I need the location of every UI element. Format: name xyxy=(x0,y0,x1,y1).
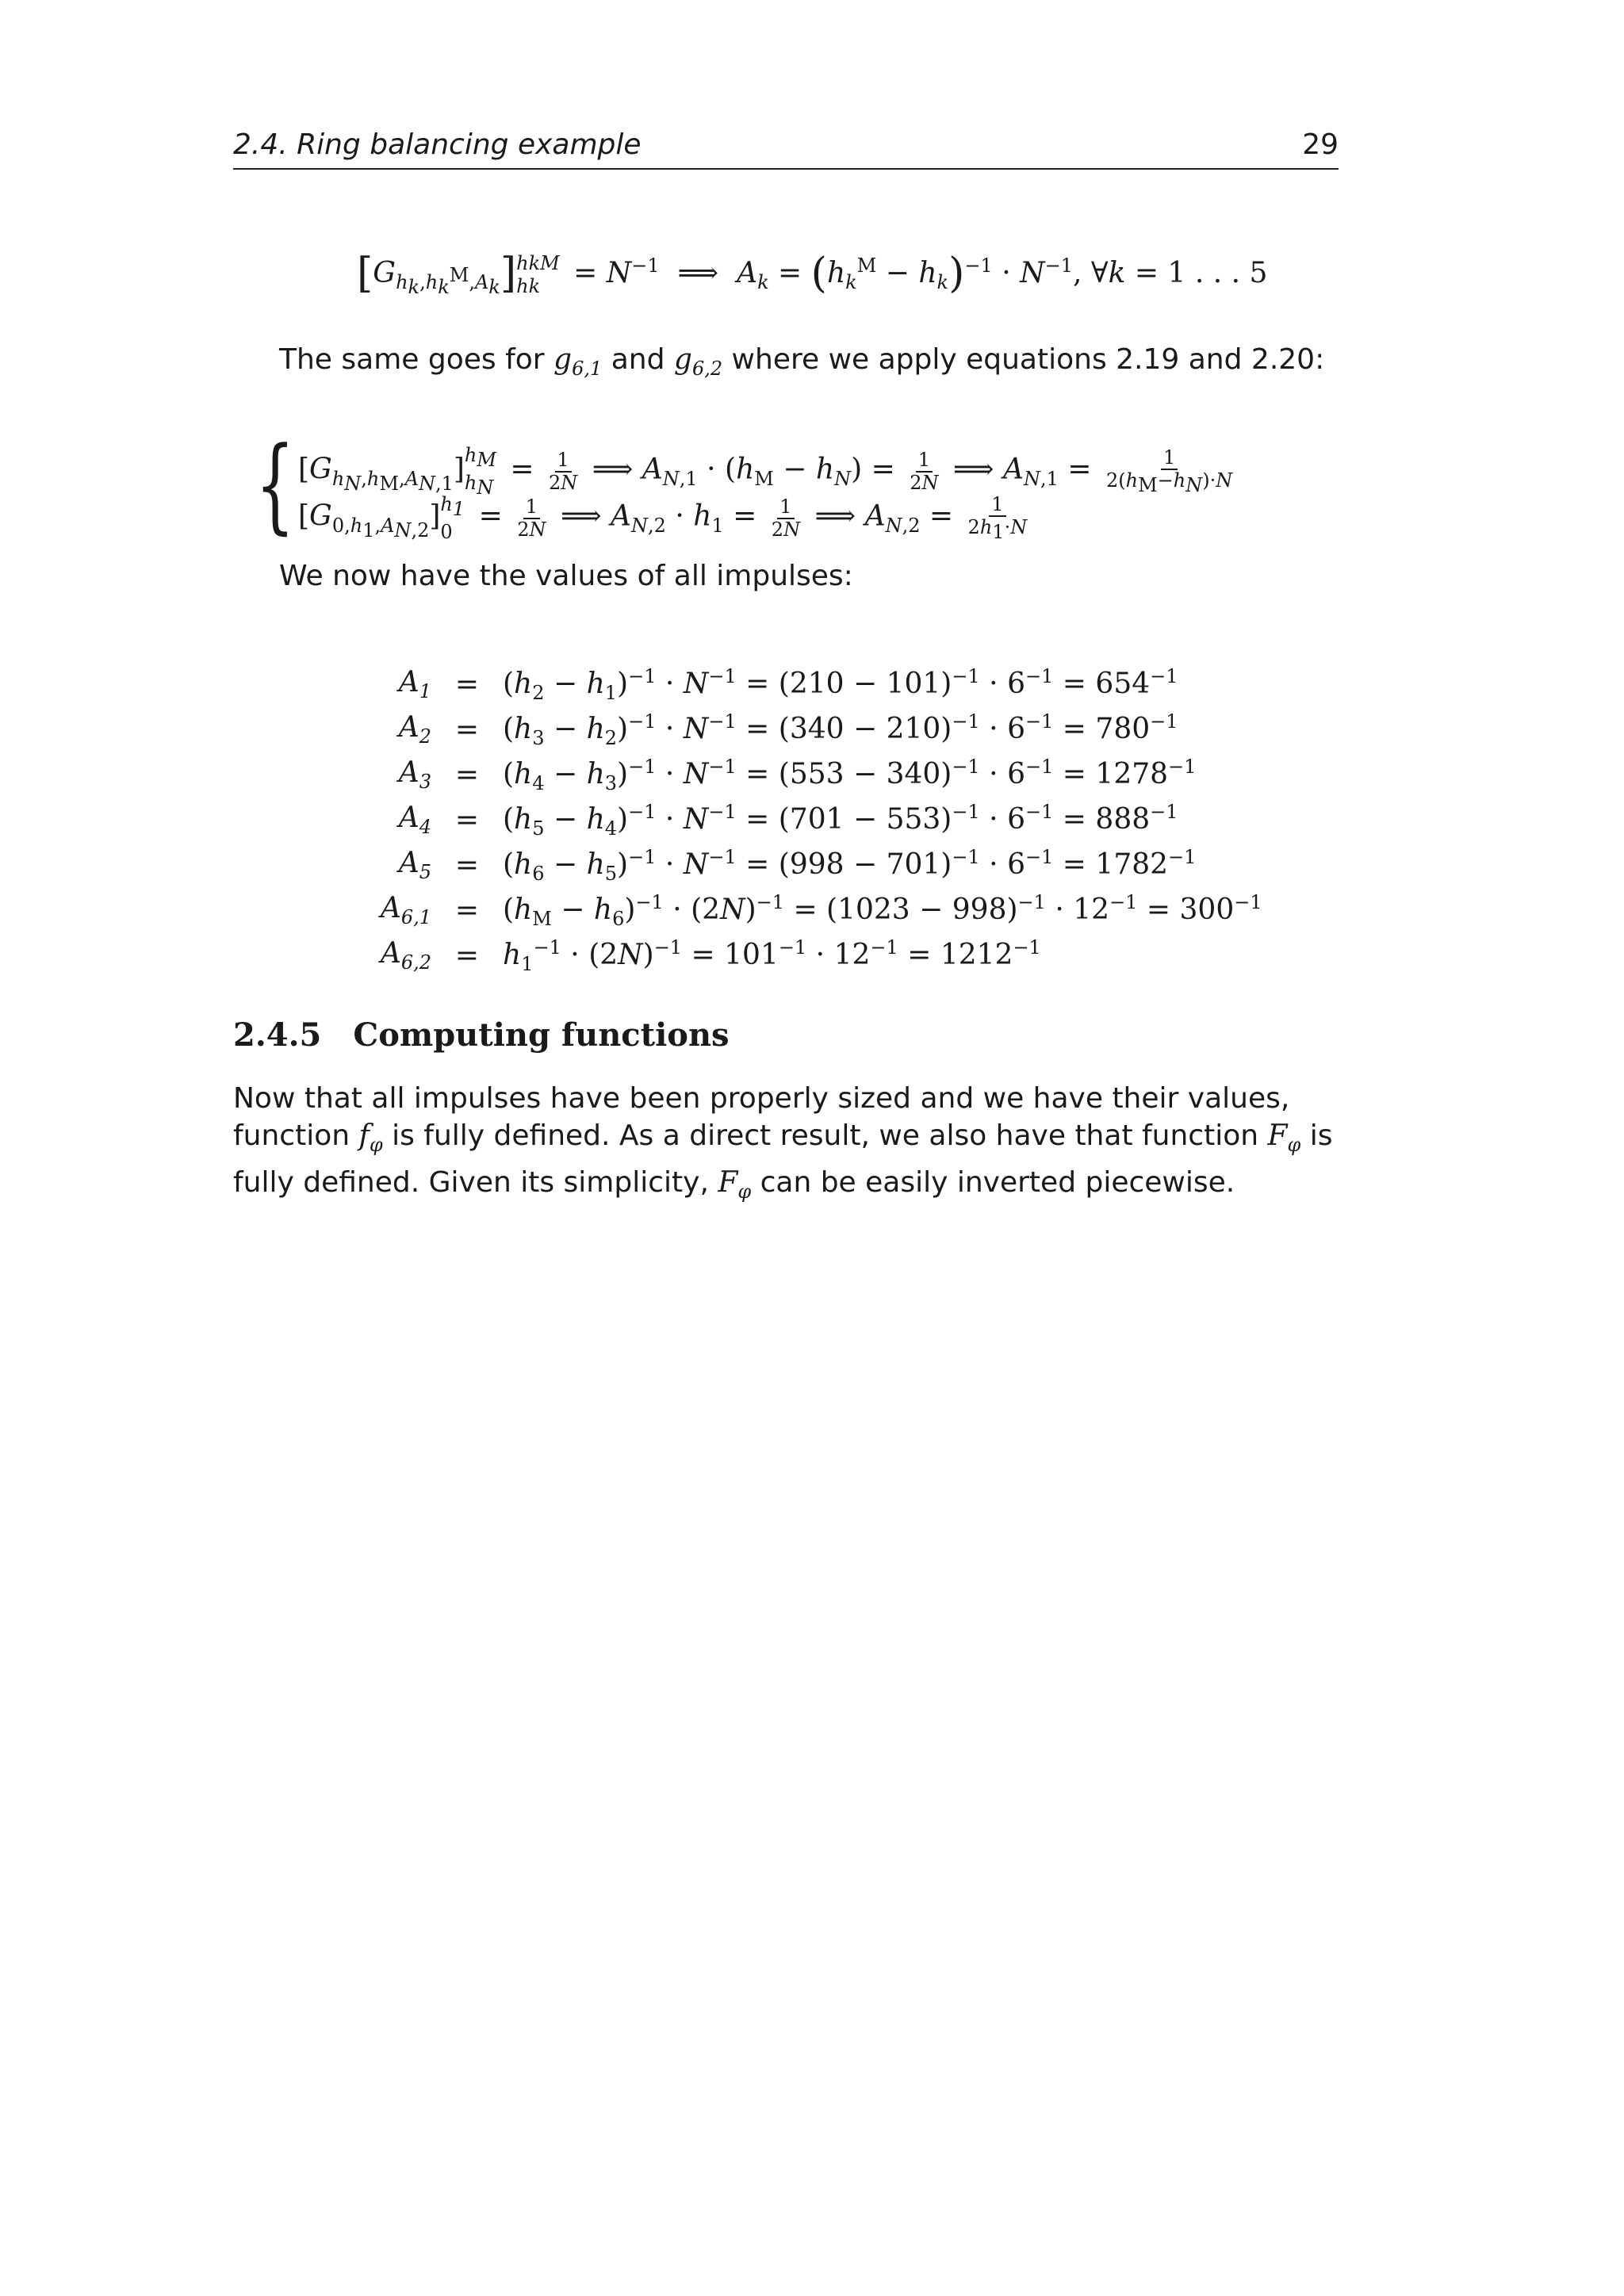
impulse-lhs: $A_{6,2}$ xyxy=(380,937,431,974)
impulse-lhs: $A_2$ xyxy=(398,711,431,748)
impulse-relation: = xyxy=(454,668,480,701)
var-F-phi: $F_\varphi$ xyxy=(1267,1119,1301,1157)
impulse-rhs: $(h_2 - h_1)^{-1} \cdot N^{-1} = (210 - 101)^{-1} \cdot 6^{-1} = 654^{-1}$ xyxy=(503,664,1178,705)
p3-text-2: is fully defined. As a direct result, we also have that function xyxy=(382,1119,1268,1152)
impulse-lhs: $A_3$ xyxy=(398,756,431,794)
p3-text-1: Now that all impulses have been properly sized and we have their values, function xyxy=(233,1082,1290,1152)
impulse-lhs: $A_5$ xyxy=(398,847,431,884)
impulse-relation: = xyxy=(454,804,480,836)
paragraph-computing-functions xyxy=(233,1080,1339,1211)
impulse-relation: = xyxy=(454,714,480,746)
p3-text-4: can be easily inverted piecewise. xyxy=(751,1166,1235,1200)
p3-text-3: is fully defined. Given its simplicity, xyxy=(233,1119,1333,1200)
lower-limit: hk xyxy=(516,274,541,297)
impulse-rhs: $(h_M - h_6)^{-1} \cdot (2N)^{-1} = (1023 - 998)^{-1} \cdot 12^{-1} = 300^{-1}$ xyxy=(503,890,1262,931)
page-number: 29 xyxy=(1302,128,1339,161)
impulse-rhs: $h_1^{-1} \cdot (2N)^{-1} = 101^{-1} \cdot 12^{-1} = 1212^{-1}$ xyxy=(503,936,1041,976)
impulse-relation: = xyxy=(454,894,480,927)
impulse-row-a61 xyxy=(349,888,1262,933)
impulse-row-a3 xyxy=(349,752,1262,798)
paragraph-same-goes xyxy=(279,341,1324,388)
impulse-rhs: $(h_6 - h_5)^{-1} \cdot N^{-1} = (998 - 701)^{-1} \cdot 6^{-1} = 1782^{-1}$ xyxy=(503,845,1197,886)
impulse-rhs: $(h_4 - h_3)^{-1} \cdot N^{-1} = (553 - 340)^{-1} \cdot 6^{-1} = 1278^{-1}$ xyxy=(503,755,1197,795)
integral-limits xyxy=(516,252,560,298)
impulse-lhs: $A_4$ xyxy=(398,802,431,839)
impulse-relation: = xyxy=(454,939,480,972)
p1-text-and: and xyxy=(602,343,674,376)
header-section-title: 2.4. Ring balancing example xyxy=(233,128,642,161)
system-line-2: $[G_{0,h_1,A_{N,2}}]$ $h_1$ 0 = $\frac{1}{2N}$ ⟹ $A_{N,2} \cdot h_1$ = $\frac{1}{2N}$ ⟹ $A_{N,2}$ = $\frac{1}{2h_1\cdot N}$ xyxy=(298,493,1028,543)
impulse-row-a2 xyxy=(349,707,1262,752)
system-brace: { xyxy=(255,424,295,545)
upper-limit: hkM xyxy=(516,252,560,274)
impulse-relation: = xyxy=(454,849,480,882)
impulse-row-a1 xyxy=(349,662,1262,707)
impulse-row-a4 xyxy=(349,798,1262,843)
impulse-row-a62 xyxy=(349,933,1262,978)
impulse-rhs: $(h_5 - h_4)^{-1} \cdot N^{-1} = (701 - 553)^{-1} \cdot 6^{-1} = 888^{-1}$ xyxy=(503,800,1178,840)
impulse-relation: = xyxy=(454,759,480,791)
equation-impulse-constraint: $[G_{h_k,h_k^M,A_k}]$ hkM hk = $N^{-1}$ ⟹ $A_k = (h_k^M - h_k)^{-1} \cdot N^{-1}$, ∀k = 1 . . . 5 xyxy=(357,249,1268,298)
paragraph-values-intro: We now have the values of all impulses: xyxy=(279,560,853,592)
system-line-1: $[G_{h_N,h_M,A_{N,1}}]$ $h_M$ $h_N$ = $\frac{1}{2N}$ ⟹ $A_{N,1} \cdot (h_M - h_N)$ = $\frac{1}{2N}$ ⟹ $A_{N,1}$ = $\frac{1}{2(h_M-h_N)\cdot N}$ xyxy=(298,444,1233,499)
var-f-phi: $f_\varphi$ xyxy=(358,1119,383,1157)
p1-text-end: where we apply equations 2.19 and 2.20: xyxy=(722,343,1325,376)
impulse-row-a5 xyxy=(349,843,1262,888)
section-title: Computing functions xyxy=(353,1016,730,1054)
impulse-lhs: $A_{6,1}$ xyxy=(380,892,431,929)
impulses-table xyxy=(349,662,1262,978)
section-number: 2.4.5 xyxy=(233,1016,322,1054)
impulse-rhs: $(h_3 - h_2)^{-1} \cdot N^{-1} = (340 - 210)^{-1} \cdot 6^{-1} = 780^{-1}$ xyxy=(503,710,1178,750)
var-F-phi: $F_\varphi$ xyxy=(718,1166,752,1203)
var-g61: $g_{6,1}$ xyxy=(553,343,603,381)
p1-text-start: The same goes for xyxy=(279,343,554,376)
var-g62: $g_{6,2}$ xyxy=(673,343,723,381)
header-rule xyxy=(233,168,1339,170)
section-heading xyxy=(233,1016,730,1054)
impulse-lhs: $A_1$ xyxy=(398,666,431,703)
